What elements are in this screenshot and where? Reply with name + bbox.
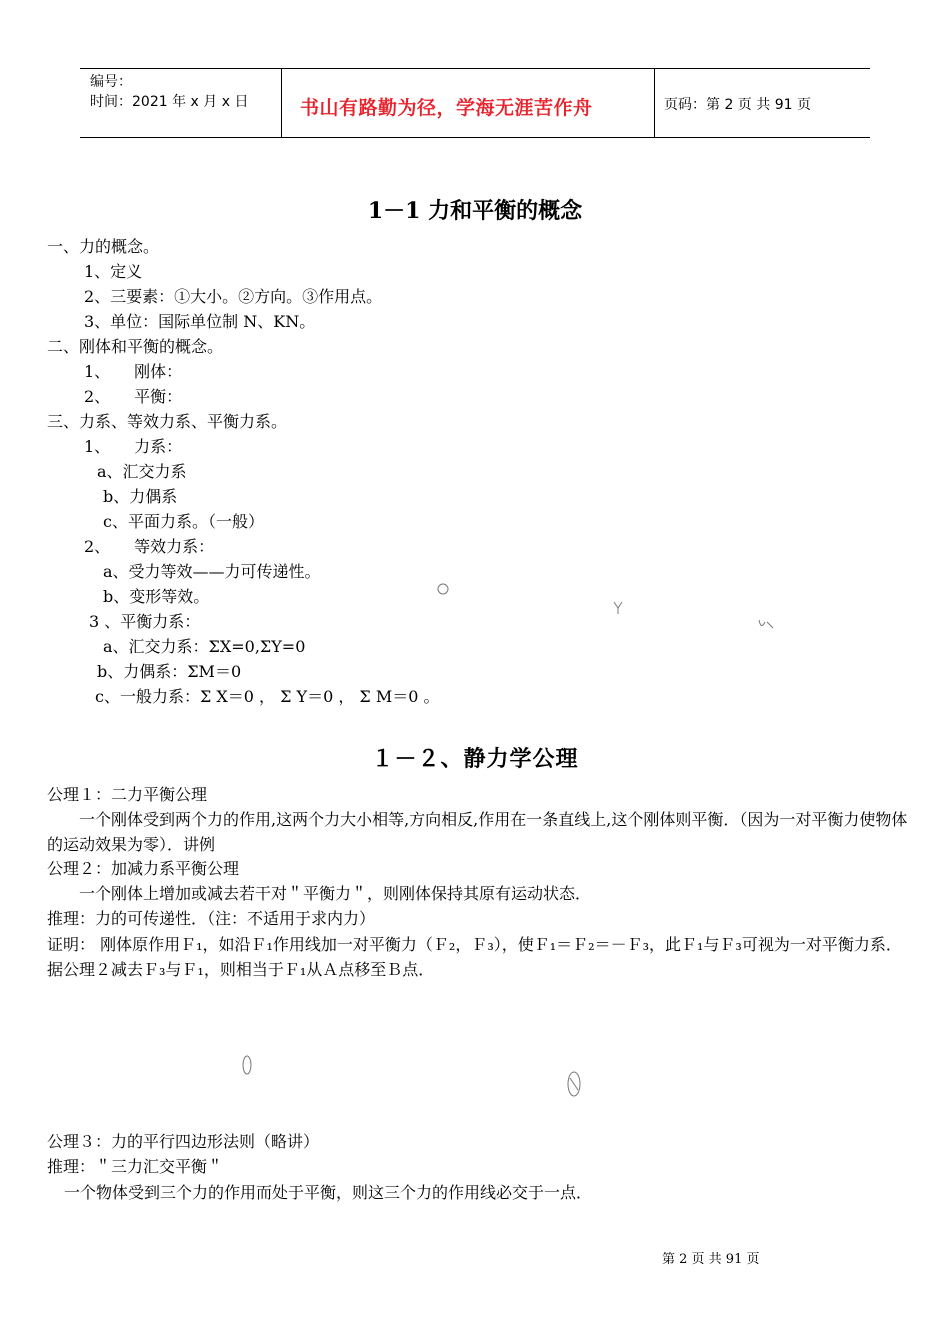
serial-label: 编号： — [90, 74, 132, 90]
outline-line: 三、力系、等效力系、平衡力系。 — [47, 412, 288, 431]
outline-line: a、受力等效——力可传递性。 — [103, 562, 321, 581]
scan-artifact — [240, 1052, 254, 1082]
outline-line: 3、单位：国际单位制 N、KN。 — [84, 312, 316, 331]
section-title: 1－1 力和平衡的概念 — [367, 198, 583, 224]
scan-artifact — [565, 1068, 583, 1108]
outline-line: c、一般力系：Σ X＝0 ， Σ Y＝0 ， Σ M＝0 。 — [95, 687, 440, 706]
axiom-body: 一个刚体受到两个力的作用,这两个力大小相等,方向相反,作用在一条直线上,这个刚体则平衡．（因为一对平衡力使物体的运动效果为零）．讲例 — [47, 810, 908, 854]
outline-line: 2、三要素：①大小。②方向。③作用点。 — [84, 287, 383, 306]
outline-line: 1、定义 — [84, 262, 143, 281]
outline-line: b、力偶系 — [103, 487, 178, 506]
outline-line: a、汇交力系 — [97, 462, 187, 481]
outline-line: 1、 力系： — [84, 437, 183, 456]
inference-body: 一个物体受到三个力的作用而处于平衡，则这三个力的作用线必交于一点． — [64, 1183, 593, 1202]
outline-line: 一、力的概念。 — [47, 237, 160, 256]
axiom-body: 一个刚体上增加或减去若干对＂平衡力＂，则刚体保持其原有运动状态． — [79, 884, 592, 903]
header-divider — [281, 69, 282, 137]
outline-line: b、力偶系：ΣM＝0 — [97, 662, 242, 681]
scan-artifact — [757, 618, 777, 632]
scan-artifact — [612, 600, 624, 616]
proof-text: 证明： 刚体原作用Ｆ₁，如沿Ｆ₁作用线加一对平衡力（Ｆ₂，Ｆ₃），使Ｆ₁＝Ｆ₂＝－Ｆ₃，此Ｆ₁与Ｆ₃可视为一对平衡力系．据公理２减去Ｆ₃与Ｆ₁，则相当于Ｆ₁从Ａ点移至Ｂ点． — [47, 935, 902, 979]
axiom-title: 公理３：力的平行四边形法则（略讲） — [47, 1132, 320, 1151]
axiom-title: 公理１：二力平衡公理 — [47, 785, 208, 804]
outline-line: 二、刚体和平衡的概念。 — [47, 337, 224, 356]
section-title: １－２、静力学公理 — [371, 746, 579, 772]
outline-line: 2、 等效力系： — [84, 537, 215, 556]
inference: 推理：＂三力汇交平衡＂ — [47, 1157, 224, 1176]
page-header — [80, 68, 870, 138]
outline-line: 2、 平衡： — [84, 387, 183, 406]
outline-line: 3 、平衡力系： — [89, 612, 201, 631]
page-footer: 第 2 页 共 91 页 — [662, 1252, 760, 1267]
date-label: 时间：2021 年 x 月 x 日 — [90, 94, 249, 110]
outline-line: c、平面力系。（一般） — [103, 512, 264, 531]
axiom-title: 公理２：加减力系平衡公理 — [47, 859, 240, 878]
header-page-info: 页码：第 2 页 共 91 页 — [664, 97, 811, 113]
outline-line: b、变形等效。 — [103, 587, 210, 606]
header-meta — [90, 72, 248, 112]
scan-artifact — [436, 582, 450, 596]
inference: 推理：力的可传递性．（注：不适用于求内力） — [47, 909, 376, 928]
header-motto: 书山有路勤为径，学海无涯苦作舟 — [300, 97, 593, 119]
outline-line: a、汇交力系：ΣX=0,ΣY=0 — [103, 637, 306, 656]
outline-line: 1、 刚体： — [84, 362, 183, 381]
header-divider — [654, 69, 655, 137]
